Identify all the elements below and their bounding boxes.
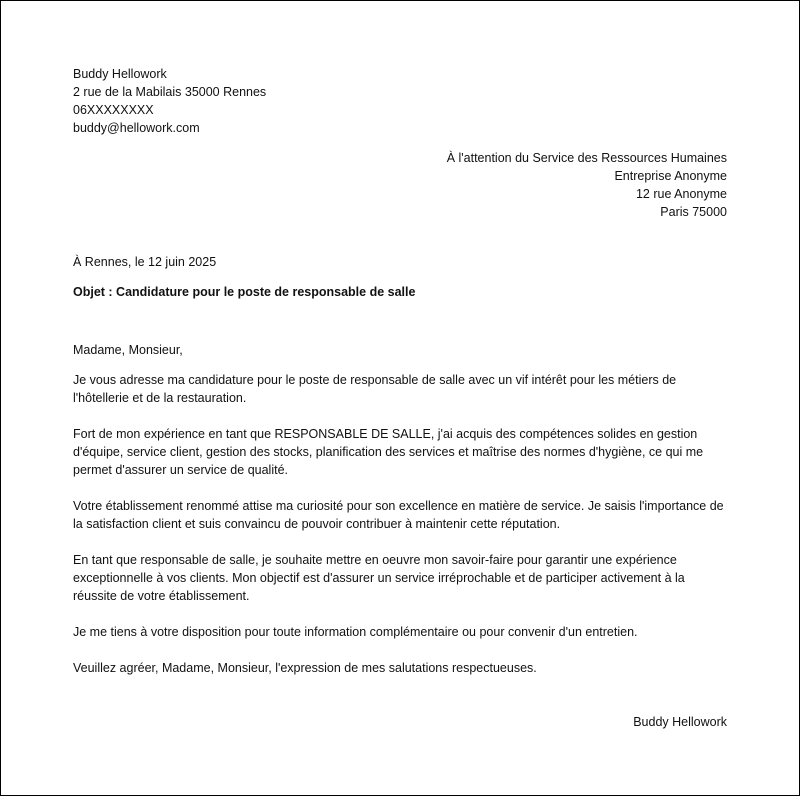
recipient-block bbox=[73, 149, 727, 221]
subject-text: Objet : Candidature pour le poste de responsable de salle bbox=[73, 285, 416, 299]
sender-email: buddy@hellowork.com bbox=[73, 121, 200, 135]
date-line bbox=[73, 253, 727, 271]
body-paragraph-3 bbox=[73, 497, 727, 533]
recipient-street: 12 rue Anonyme bbox=[635, 187, 727, 201]
paragraph-text: Je me tiens à votre disposition pour toute information complémentaire ou pour convenir d'un entretien. bbox=[73, 625, 638, 639]
paragraph-text: Fort de mon expérience en tant que RESPONSABLE DE SALLE, j'ai acquis des compétences solides en gestion d'équipe, service client, gestion des stocks, planification des services et maîtrise des normes d'hygiène, ce qui me permet d'assurer un service de qualité. bbox=[73, 427, 704, 477]
signature-block bbox=[73, 713, 727, 731]
body-paragraph-4 bbox=[73, 551, 727, 605]
salutation bbox=[73, 341, 727, 359]
subject-line bbox=[73, 283, 727, 301]
body-paragraph-5 bbox=[73, 623, 727, 641]
recipient-city: Paris 75000 bbox=[660, 205, 727, 219]
sender-block bbox=[73, 65, 727, 137]
paragraph-text: Je vous adresse ma candidature pour le poste de responsable de salle avec un vif intérêt pour les métiers de l'hôtellerie et de la restauration. bbox=[73, 373, 677, 405]
sender-address: 2 rue de la Mabilais 35000 Rennes bbox=[73, 85, 267, 99]
closing-paragraph bbox=[73, 659, 727, 677]
recipient-company: Entreprise Anonyme bbox=[614, 169, 727, 183]
sender-phone: 06XXXXXXXX bbox=[73, 103, 154, 117]
body-paragraph-2 bbox=[73, 425, 727, 479]
signature-name: Buddy Hellowork bbox=[633, 715, 727, 729]
paragraph-text: Veuillez agréer, Madame, Monsieur, l'expression de mes salutations respectueuses. bbox=[73, 661, 537, 675]
paragraph-text: En tant que responsable de salle, je souhaite mettre en oeuvre mon savoir-faire pour garantir une expérience exceptionnelle à vos clients. Mon objectif est d'assurer un service irréprochable et de participer activement à la réussite de votre établissement. bbox=[73, 553, 685, 603]
paragraph-text: Votre établissement renommé attise ma curiosité pour son excellence en matière de service. Je saisis l'importance de la satisfaction client et suis convaincu de pouvoir contribuer à maintenir cette réputation. bbox=[73, 499, 724, 531]
body-paragraph-1 bbox=[73, 371, 727, 407]
date-text: À Rennes, le 12 juin 2025 bbox=[73, 255, 217, 269]
salutation-text: Madame, Monsieur, bbox=[73, 343, 183, 357]
sender-name: Buddy Hellowork bbox=[73, 67, 167, 81]
recipient-attention: À l'attention du Service des Ressources Humaines bbox=[446, 151, 727, 165]
